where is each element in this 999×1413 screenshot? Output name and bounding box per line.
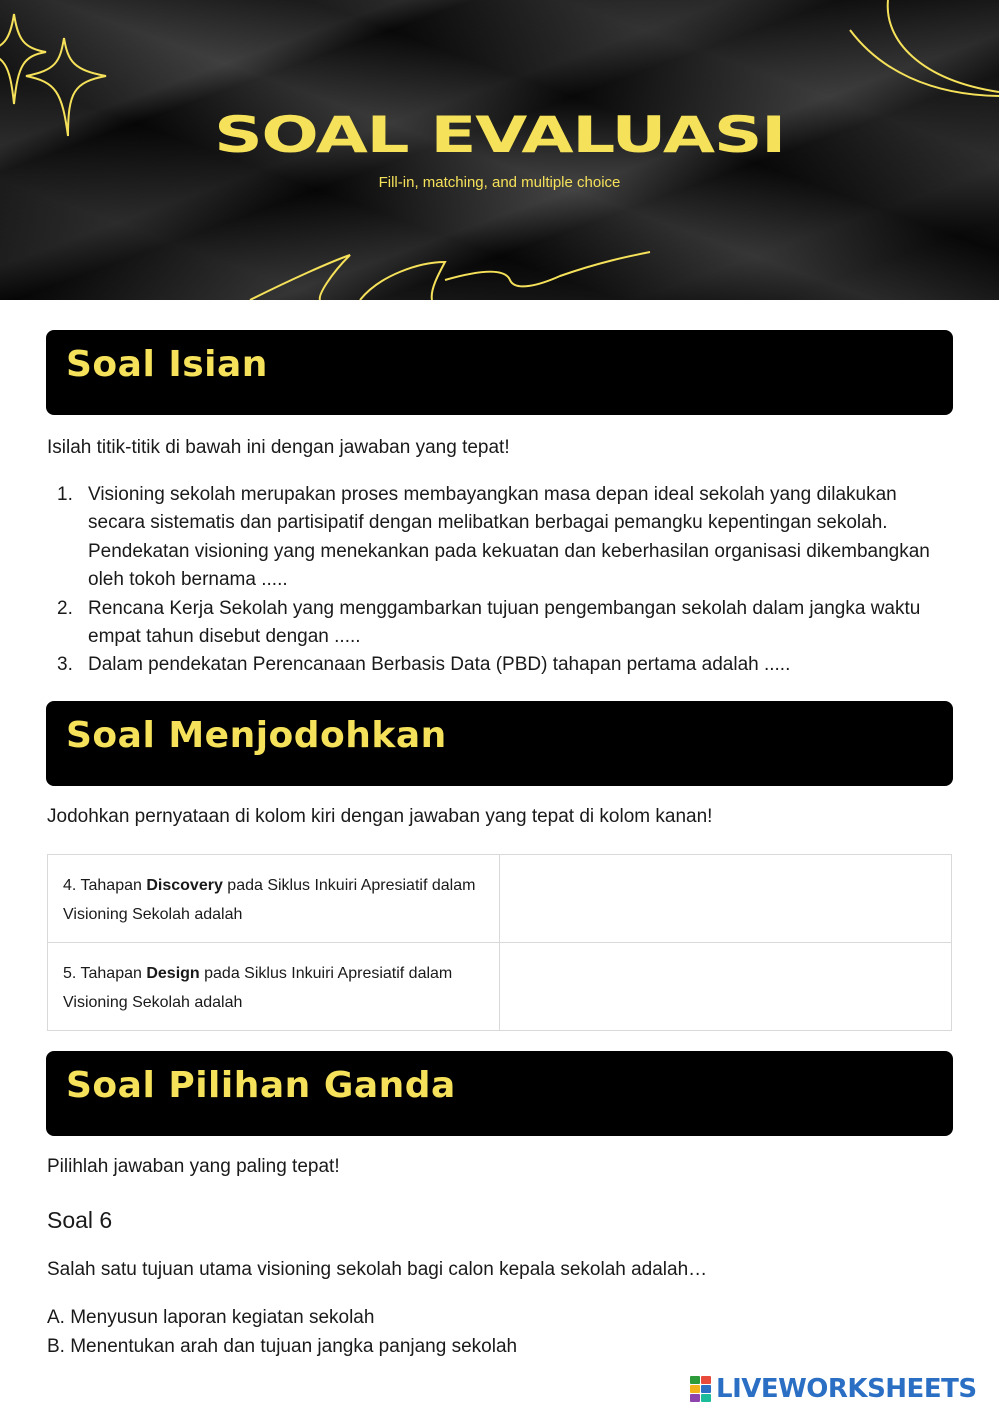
section-title-menjodohkan: Soal Menjodohkan <box>66 715 447 756</box>
list-item <box>47 481 952 595</box>
list-item-number: 2. <box>57 597 73 619</box>
section-header-menjodohkan <box>46 701 953 786</box>
statement-prefix: 4. Tahapan <box>63 877 147 894</box>
list-item-number: 3. <box>57 654 73 676</box>
brand-logo <box>690 1373 977 1405</box>
statement-suffix: pada Siklus Inkuiri Apresiatif dalam Visioning Sekolah adalah <box>63 965 453 1011</box>
statement-prefix: 5. Tahapan <box>63 965 147 982</box>
list-item-text: Rencana Kerja Sekolah yang menggambarkan tujuan pengembangan sekolah dalam jangka waktu empat tahun disebut dengan ..... <box>88 597 921 648</box>
instruction-menjodohkan: Jodohkan pernyataan di kolom kiri dengan jawaban yang tepat di kolom kanan! <box>47 806 713 827</box>
list-item <box>47 651 952 679</box>
list-item <box>47 595 952 652</box>
answer-option-b[interactable]: B. Menentukan arah dan tujuan jangka panjang sekolah <box>47 1336 518 1357</box>
section-title-isian: Soal Isian <box>66 344 268 385</box>
section-header-pilihan-ganda <box>46 1051 953 1136</box>
list-item-text: Dalam pendekatan Perencanaan Berbasis Data (PBD) tahapan pertama adalah ..... <box>88 654 791 676</box>
section-title-pilihan-ganda: Soal Pilihan Ganda <box>66 1065 456 1106</box>
instruction-pilihan-ganda: Pilihlah jawaban yang paling tepat! <box>47 1156 340 1177</box>
matching-statement <box>48 855 500 943</box>
sparkle-icon <box>0 14 46 104</box>
question-list-isian <box>47 481 952 680</box>
arc-line <box>888 0 999 92</box>
question-text: Salah satu tujuan utama visioning sekolah bagi calon kepala sekolah adalah… <box>47 1259 708 1280</box>
instruction-isian: Isilah titik-titik di bawah ini dengan jawaban yang tepat! <box>47 437 510 458</box>
list-item-text: Visioning sekolah merupakan proses membayangkan masa depan ideal sekolah yang dilakukan secara sistematis dan partisipatif dengan melibatkan berbagai pemangku kepentingan sekolah. Pendekatan visioning yang menekankan pada kekuatan dan keberhasilan organisasi dikembangkan oleh tokoh bernama ..... <box>88 484 930 591</box>
scribble-line <box>250 252 650 300</box>
hero-banner <box>0 0 999 300</box>
liveworksheets-logo-icon <box>690 1376 712 1402</box>
statement-keyword: Design <box>146 965 200 982</box>
arc-line <box>850 30 999 96</box>
brand-name: LIVEWORKSHEETS <box>716 1374 977 1404</box>
table-row <box>48 855 952 943</box>
matching-statement <box>48 943 500 1031</box>
answer-options <box>47 1303 517 1361</box>
section-header-isian <box>46 330 953 415</box>
matching-table <box>47 854 952 1031</box>
table-row <box>48 943 952 1031</box>
question-label: Soal 6 <box>47 1207 113 1233</box>
matching-answer-slot[interactable] <box>500 855 952 943</box>
page-title: SOAL EVALUASI <box>214 106 785 164</box>
list-item-number: 1. <box>57 484 73 505</box>
page-subtitle: Fill-in, matching, and multiple choice <box>378 174 621 191</box>
statement-suffix: pada Siklus Inkuiri Apresiatif dalam Visioning Sekolah adalah <box>63 877 476 923</box>
statement-keyword: Discovery <box>146 877 223 894</box>
matching-answer-slot[interactable] <box>500 943 952 1031</box>
answer-option-a[interactable]: A. Menyusun laporan kegiatan sekolah <box>47 1307 375 1328</box>
